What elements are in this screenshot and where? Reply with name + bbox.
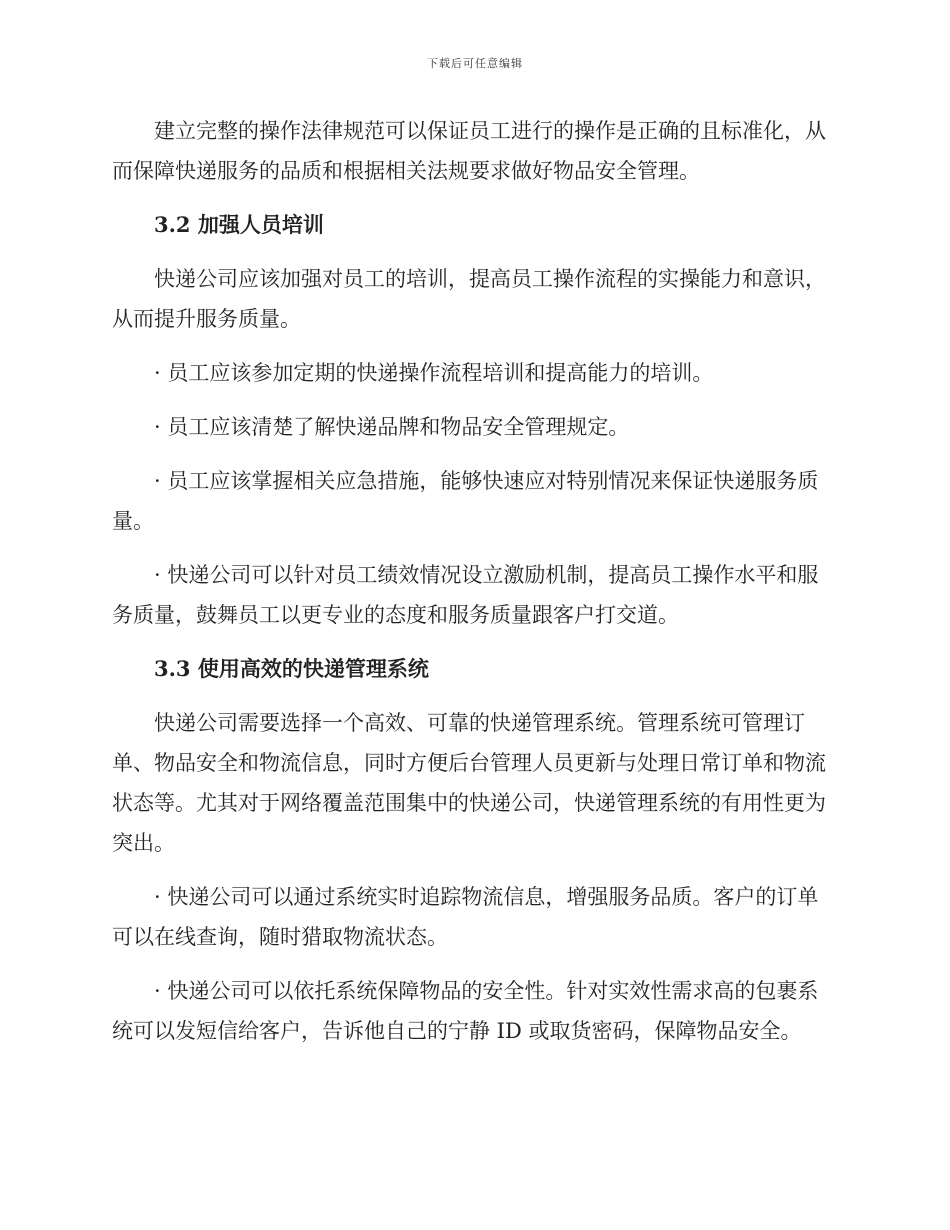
section-heading: 3.3 使用高效的快递管理系统 [154, 656, 429, 681]
section-heading: 3.2 加强人员培训 [154, 212, 324, 237]
bullet-item: · 快递公司可以针对员工绩效情况设立激励机制，提高员工操作水平和服务质量，鼓舞员工以更专业的态度和服务质量跟客户打交道。 [112, 563, 819, 627]
paragraph: 快递公司需要选择一个高效、可靠的快递管理系统。管理系统可管理订单、物品安全和物流信息，同时方便后台管理人员更新与处理日常订单和物流状态等。尤其对于网络覆盖范围集中的快递公司，快递管理系统的有用性更为突出。 [112, 711, 826, 855]
bullet-item: · 快递公司可以依托系统保障物品的安全性。针对实效性需求高的包裹系统可以发短信给客户，告诉他自己的宁静 ID 或取货密码，保障物品安全。 [112, 979, 819, 1043]
page-header: 下载后可任意编辑 [427, 57, 523, 70]
paragraph: 快递公司应该加强对员工的培训，提高员工操作流程的实操能力和意识，从而提升服务质量。 [112, 267, 826, 331]
bullet-item: · 员工应该参加定期的快递操作流程培训和提高能力的培训。 [154, 361, 714, 385]
bullet-item: · 员工应该清楚了解快递品牌和物品安全管理规定。 [154, 415, 630, 439]
paragraph: 建立完整的操作法律规范可以保证员工进行的操作是正确的且标准化，从而保障快递服务的品质和根据相关法规要求做好物品安全管理。 [112, 119, 826, 183]
bullet-item: · 员工应该掌握相关应急措施，能够快速应对特别情况来保证快递服务质量。 [112, 469, 819, 533]
bullet-item: · 快递公司可以通过系统实时追踪物流信息，增强服务品质。客户的订单可以在线查询，随时猎取物流状态。 [112, 885, 819, 949]
document-body [112, 111, 834, 1065]
